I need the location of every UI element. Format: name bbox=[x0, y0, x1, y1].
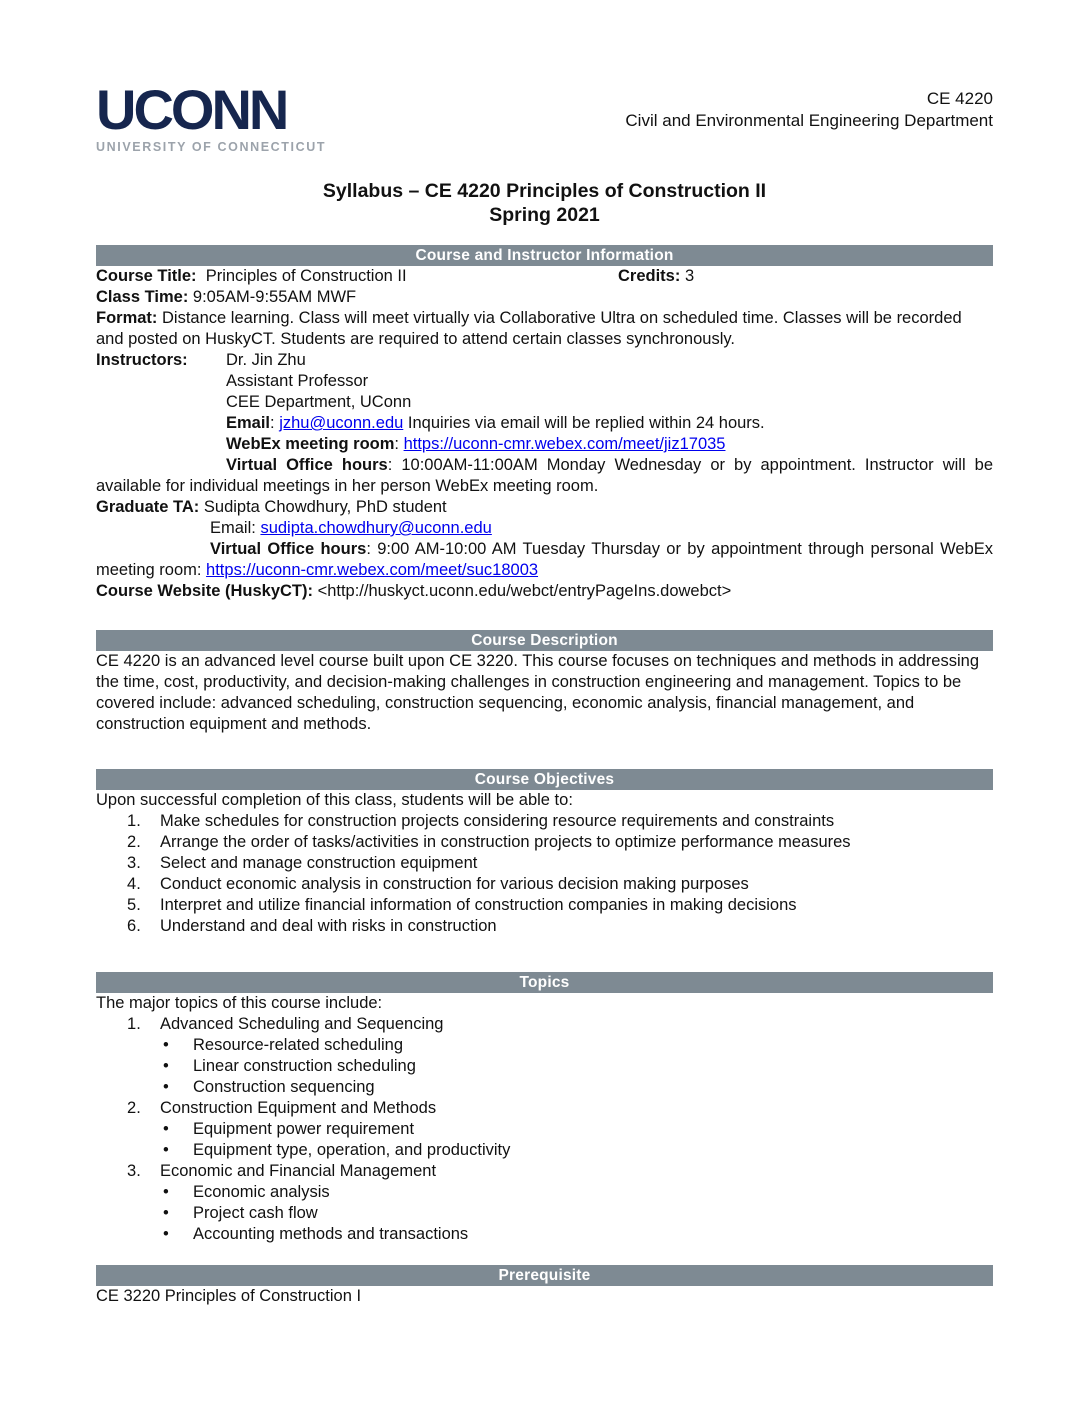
document-title bbox=[96, 179, 993, 227]
course-description-paragraph: CE 4220 is an advanced level course built upon CE 3220. This course focuses on techniques and methods in addressing the time, cost, productivity, and decision-making challenges in construction engineering and management. Topics to be covered include: advanced scheduling, construction sequencing, economic analysis, financial management, and construction equipment and methods. bbox=[96, 652, 979, 734]
objectives-list bbox=[96, 811, 993, 937]
topic-item: Economic and Financial Management bbox=[160, 1162, 437, 1181]
uconn-logo-tagline: UNIVERSITY OF CONNECTICUT bbox=[96, 139, 327, 154]
course-info-section bbox=[96, 266, 993, 602]
credits-value: 3 bbox=[684, 267, 695, 286]
course-objectives-section bbox=[96, 790, 993, 937]
topic-sub-item: • Linear construction scheduling bbox=[96, 1056, 993, 1077]
format-text: Distance learning. Class will meet virtually via Collaborative Ultra on scheduled time. Classes will be recorded and posted on HuskyCT. Students are required to attend certain classes synchronously. bbox=[96, 309, 962, 349]
class-time-value: 9:05AM-9:55AM MWF bbox=[192, 288, 357, 307]
course-website-value: <http://huskyct.uconn.edu/webct/entryPageIns.dowebct> bbox=[312, 582, 732, 601]
prerequisite-text: CE 3220 Principles of Construction I bbox=[96, 1287, 362, 1306]
header-course-code: CE 4220 bbox=[926, 89, 993, 108]
webex-separator: : bbox=[394, 435, 404, 454]
graduate-ta-row bbox=[96, 497, 993, 518]
instructor-webex-link[interactable]: https://uconn-cmr.webex.com/meet/jiz17035 bbox=[403, 435, 726, 454]
topic-sub-item: • Construction sequencing bbox=[96, 1077, 993, 1098]
ta-office-hours-label: Virtual Office hours bbox=[210, 540, 367, 559]
instructors-row bbox=[96, 350, 993, 371]
instructors-label: Instructors: bbox=[96, 351, 188, 370]
email-separator: : bbox=[270, 414, 280, 433]
ta-email-link[interactable]: sudipta.chowdhury@uconn.edu bbox=[260, 519, 492, 538]
topics-list bbox=[96, 1014, 993, 1245]
header-course-info bbox=[625, 88, 993, 132]
section-header-course-description: Course Description bbox=[96, 630, 993, 651]
format-label: Format: bbox=[96, 309, 158, 328]
objective-item: Select and manage construction equipment bbox=[160, 854, 478, 873]
topic-sub-item: • Economic analysis bbox=[96, 1182, 993, 1203]
topic-sub-item: • Resource-related scheduling bbox=[96, 1035, 993, 1056]
document-title-line1: Syllabus – CE 4220 Principles of Construction II bbox=[322, 180, 767, 203]
topic-sub-item: • Equipment type, operation, and productivity bbox=[96, 1140, 993, 1161]
objectives-intro: Upon successful completion of this class, students will be able to: bbox=[96, 791, 573, 810]
graduate-ta-label: Graduate TA: bbox=[96, 498, 200, 517]
objective-item: Arrange the order of tasks/activities in construction projects to optimize performance measures bbox=[160, 833, 851, 852]
topic-sub-item: • Equipment power requirement bbox=[96, 1119, 993, 1140]
class-time-row bbox=[96, 287, 993, 308]
instructor-name: Dr. Jin Zhu bbox=[226, 351, 306, 370]
course-title-row bbox=[96, 266, 993, 287]
course-website-row bbox=[96, 581, 993, 602]
instructor-title: Assistant Professor bbox=[226, 372, 369, 391]
section-header-course-objectives: Course Objectives bbox=[96, 769, 993, 790]
objective-item: Conduct economic analysis in construction for various decision making purposes bbox=[160, 875, 749, 894]
ta-office-hours-text: : 9:00 AM-10:00 AM Tuesday Thursday or by appointment through personal WebEx meeting room: bbox=[96, 540, 994, 580]
objective-item: Understand and deal with risks in construction bbox=[160, 917, 497, 936]
instructor-email-link[interactable]: jzhu@uconn.edu bbox=[279, 414, 404, 433]
course-title-value: Principles of Construction II bbox=[205, 267, 407, 286]
course-title-label: Course Title: bbox=[96, 267, 197, 286]
webex-label: WebEx meeting room bbox=[226, 435, 395, 454]
topic-sub-item: • Accounting methods and transactions bbox=[96, 1224, 993, 1245]
topic-item: Construction Equipment and Methods bbox=[160, 1099, 437, 1118]
office-hours-text: : 10:00AM-11:00AM Monday Wednesday or by appointment. Instructor will be available for individual meetings in her person WebEx meeting room. bbox=[96, 456, 994, 496]
email-label: Email bbox=[226, 414, 271, 433]
ta-email-label: Email: bbox=[210, 519, 261, 538]
objective-item: Make schedules for construction projects considering resource requirements and constraints bbox=[160, 812, 835, 831]
ta-email-row bbox=[210, 518, 993, 539]
ta-office-hours-paragraph bbox=[96, 539, 993, 581]
topic-sub-item: • Project cash flow bbox=[96, 1203, 993, 1224]
section-header-prerequisite: Prerequisite bbox=[96, 1265, 993, 1286]
section-header-topics: Topics bbox=[96, 972, 993, 993]
ta-webex-link[interactable]: https://uconn-cmr.webex.com/meet/suc18003 bbox=[206, 561, 539, 580]
email-note: Inquiries via email will be replied within 24 hours. bbox=[403, 414, 765, 433]
class-time-label: Class Time: bbox=[96, 288, 189, 307]
webex-row bbox=[226, 434, 993, 455]
credits-label: Credits: bbox=[618, 267, 681, 286]
topic-item: Advanced Scheduling and Sequencing bbox=[160, 1015, 444, 1034]
credits-row bbox=[618, 266, 694, 287]
graduate-ta-value: Sudipta Chowdhury, PhD student bbox=[199, 498, 447, 517]
instructor-email-row bbox=[226, 413, 993, 434]
header-department: Civil and Environmental Engineering Department bbox=[625, 111, 993, 130]
course-website-label: Course Website (HuskyCT): bbox=[96, 582, 313, 601]
uconn-logo bbox=[96, 78, 327, 154]
format-paragraph bbox=[96, 308, 993, 350]
instructor-office-hours-paragraph bbox=[96, 455, 993, 497]
page-header bbox=[96, 0, 993, 153]
office-hours-label: Virtual Office hours bbox=[226, 456, 388, 475]
instructor-department: CEE Department, UConn bbox=[226, 393, 412, 412]
topics-section bbox=[96, 993, 993, 1245]
topics-intro: The major topics of this course include: bbox=[96, 994, 383, 1013]
document-title-line2: Spring 2021 bbox=[489, 204, 600, 227]
uconn-logo-wordmark: UCONN bbox=[96, 78, 287, 141]
section-header-course-info: Course and Instructor Information bbox=[96, 245, 993, 266]
objective-item: Interpret and utilize financial information of construction companies in making decisions bbox=[160, 896, 797, 915]
